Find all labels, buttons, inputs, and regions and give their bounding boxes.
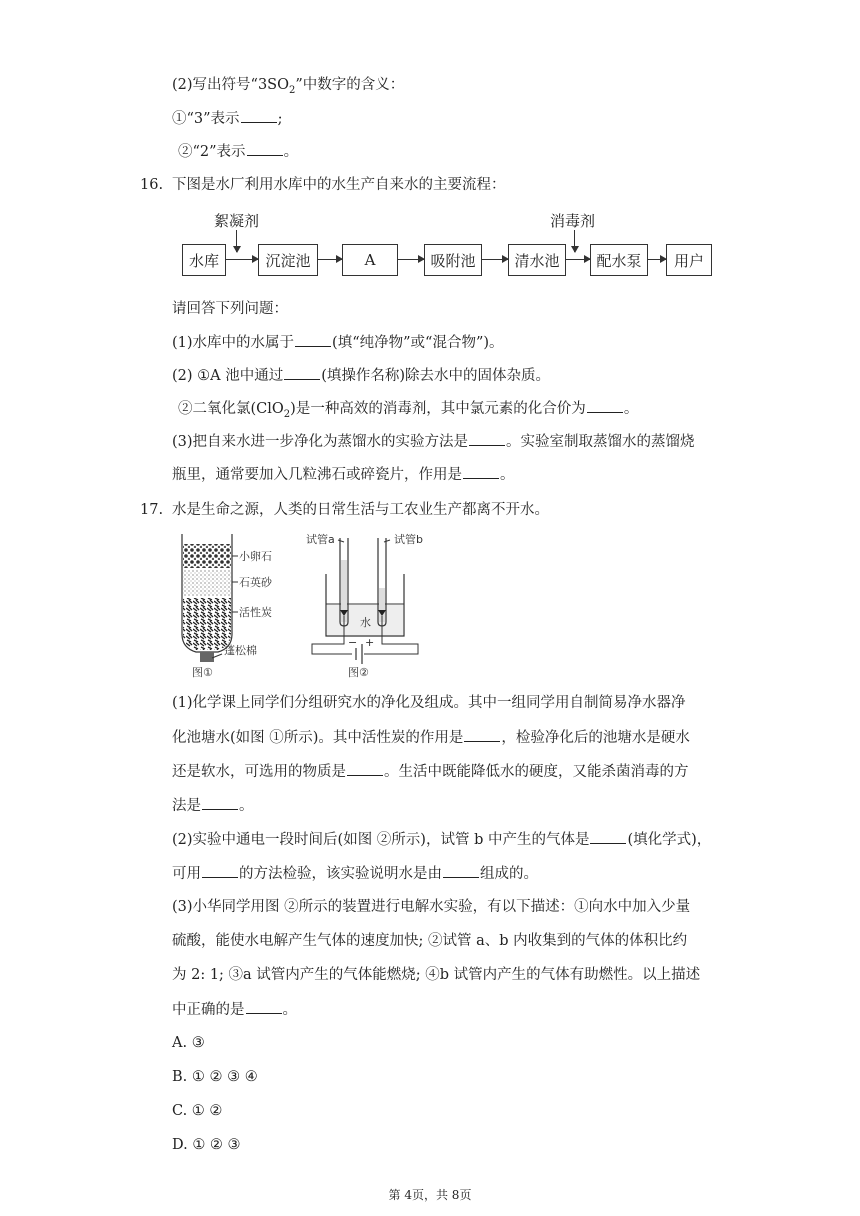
q17-part1-line3: 还是软水，可选用的物质是 。生活中既能降低水的硬度，又能杀菌消毒的方	[172, 761, 689, 782]
quartz-sand-layer	[183, 570, 231, 596]
q17-part1-line2: 化池塘水(如图 ①所示)。其中活性炭的作用是 ，检验净化后的池塘水是硬水	[172, 727, 690, 748]
answer-blank[interactable]	[464, 727, 500, 742]
answer-blank[interactable]	[587, 398, 623, 413]
disinfectant-label: 消毒剂	[550, 212, 596, 230]
q16-number: 16.	[140, 177, 164, 193]
flocculant-arrow	[236, 230, 237, 252]
label-minus: −	[348, 636, 358, 649]
q17-part1-line4: 法是 。	[172, 795, 254, 816]
label-quartz-sand: 石英砂	[239, 576, 272, 589]
q17-option-a[interactable]: A. ③	[172, 1035, 205, 1051]
answer-blank[interactable]	[284, 365, 320, 380]
flow-arrow	[566, 259, 590, 260]
q17-part3-line1: (3)小华同学用图 ②所示的装置进行电解水实验，有以下描述：①向水中加入少量	[172, 899, 691, 915]
figure-1-water-filter	[172, 530, 292, 680]
q17-option-c[interactable]: C. ① ②	[172, 1103, 223, 1119]
flow-box-user: 用户	[666, 244, 712, 276]
q16-part3-line2: 瓶里，通常要加入几粒沸石或碎瓷片，作用是 。	[172, 464, 515, 485]
q17-part2-line2: 可用 的方法检验，该实验说明水是由 组成的。	[172, 863, 538, 884]
flow-box-pump: 配水泵	[590, 244, 648, 276]
q16-instruction: 请回答下列问题：	[172, 301, 288, 317]
flow-box-sedimentation: 沉淀池	[258, 244, 318, 276]
q17-number: 17.	[140, 502, 164, 518]
q17-option-b[interactable]: B. ① ② ③ ④	[172, 1069, 258, 1085]
q17-part1-line1: (1)化学课上同学们分组研究水的净化及组成。其中一组同学用自制简易净水器净	[172, 695, 686, 711]
flow-arrow	[482, 259, 508, 260]
answer-blank[interactable]	[241, 108, 277, 123]
q16-part2a: (2) ①A 池中通过 (填操作名称)除去水中的固体杂质。	[172, 365, 550, 386]
answer-blank[interactable]	[202, 795, 238, 810]
figure-1-caption: 图①	[192, 666, 213, 679]
label-activated-carbon: 活性炭	[239, 606, 272, 619]
q16-part1: (1)水库中的水属于 (填“纯净物”或“混合物”)。	[172, 332, 504, 353]
answer-blank[interactable]	[443, 863, 479, 878]
figure-2-caption: 图②	[348, 666, 369, 679]
flow-box-a: A	[342, 244, 398, 276]
water-treatment-flow-diagram	[180, 210, 720, 280]
activated-carbon-layer	[183, 598, 231, 650]
label-tube-a: 试管a	[306, 533, 335, 546]
flow-box-reservoir: 水库	[182, 244, 226, 276]
q15-part2-item2: ②“2”表示 。	[178, 141, 298, 162]
label-cotton: 蓬松棉	[224, 644, 257, 657]
answer-blank[interactable]	[469, 431, 505, 446]
flocculant-label: 絮凝剂	[214, 212, 260, 230]
flow-arrow	[226, 259, 258, 260]
q16-part3-line1: (3)把自来水进一步净化为蒸馏水的实验方法是 。实验室制取蒸馏水的蒸馏烧	[172, 431, 695, 452]
disinfectant-arrow	[574, 230, 575, 252]
label-tube-b: 试管b	[394, 533, 423, 546]
answer-blank[interactable]	[463, 464, 499, 479]
q17-stem: 水是生命之源，人类的日常生活与工农业生产都离不开水。	[172, 502, 549, 518]
answer-blank[interactable]	[295, 332, 331, 347]
flow-arrow	[318, 259, 342, 260]
flow-box-adsorption: 吸附池	[424, 244, 482, 276]
q15-part2-prompt: (2)写出符号“$3SO_2$”中数字的含义：	[172, 77, 405, 96]
answer-blank[interactable]	[202, 863, 238, 878]
page-footer: 第 4页，共 8页	[388, 1188, 472, 1202]
answer-blank[interactable]	[246, 999, 282, 1014]
q16-part2b: ②二氧化氯(ClO$_2$)是一种高效的消毒剂，其中氯元素的化合价为 。	[178, 398, 638, 425]
q16-stem: 下图是水厂利用水库中的水生产自来水的主要流程：	[172, 177, 506, 193]
q17-part3-line3: 为 2: 1; ③a 试管内产生的气体能燃烧; ④b 试管内产生的气体有助燃性。以上描述	[172, 967, 701, 983]
q17-option-d[interactable]: D. ① ② ③	[172, 1137, 241, 1153]
q17-part2-line1: (2)实验中通电一段时间后(如图 ②所示)，试管 b 中产生的气体是 (填化学式)，	[172, 829, 711, 850]
flow-box-clear-water: 清水池	[508, 244, 566, 276]
cotton-plug	[200, 652, 214, 662]
figure-2-electrolysis	[302, 530, 432, 680]
label-pebble: 小卵石	[239, 550, 272, 563]
flow-arrow	[648, 259, 666, 260]
q17-part3-line2: 硫酸，能使水电解产生气体的速度加快; ②试管 a、b 内收集到的气体的体积比约	[172, 933, 688, 949]
pebble-layer	[183, 544, 231, 568]
answer-blank[interactable]	[347, 761, 383, 776]
answer-blank[interactable]	[590, 829, 626, 844]
flow-arrow	[398, 259, 424, 260]
label-water: 水	[360, 616, 371, 629]
q17-part3-line4: 中正确的是 。	[172, 999, 297, 1020]
label-plus: +	[365, 636, 375, 649]
q15-part2-item1: ①“3”表示 ;	[172, 108, 282, 129]
answer-blank[interactable]	[247, 141, 283, 156]
